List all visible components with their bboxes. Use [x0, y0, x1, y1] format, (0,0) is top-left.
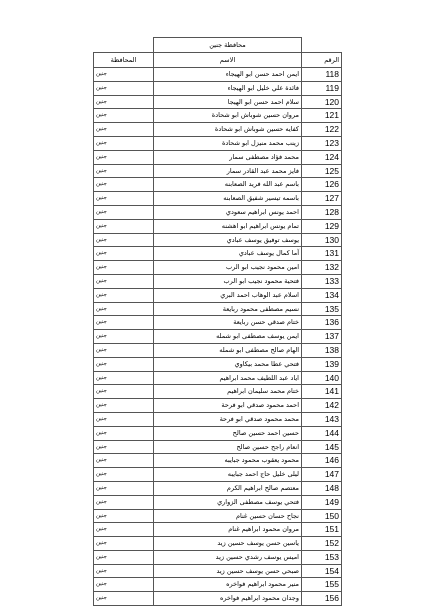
name-cell: فتحي يوسف مصطفى الزواري	[154, 495, 302, 509]
name-cell: اياد عبد اللطيف محمد ابراهيم	[154, 371, 302, 385]
governorate-cell: جنين	[94, 205, 154, 219]
number-cell: 134	[302, 288, 342, 302]
governorate-cell: جنين	[94, 412, 154, 426]
governorate-cell: جنين	[94, 192, 154, 206]
roster-table	[93, 37, 342, 606]
number-cell: 124	[302, 150, 342, 164]
title-blank-cell	[302, 38, 342, 53]
name-cell: احمد يونس ابراهيم سعودي	[154, 205, 302, 219]
table-row	[94, 109, 342, 123]
document-title: محافظة جنين	[154, 38, 302, 53]
name-cell: ايمن احمد حسن ابو الهيجاء	[154, 68, 302, 82]
number-cell: 149	[302, 495, 342, 509]
governorate-cell: جنين	[94, 385, 154, 399]
name-cell: احمد محمود صدقي ابو فرحة	[154, 399, 302, 413]
number-cell: 148	[302, 481, 342, 495]
name-cell: اميس يوسف رشدي حسين زيد	[154, 550, 302, 564]
table-row	[94, 385, 342, 399]
header-number: الرقم	[302, 53, 342, 68]
header-governorate: المحافظة	[94, 53, 154, 68]
number-cell: 147	[302, 468, 342, 482]
governorate-cell: جنين	[94, 592, 154, 606]
table-row	[94, 68, 342, 82]
name-cell: ختام صدقي حسن ربايعة	[154, 316, 302, 330]
number-cell: 137	[302, 330, 342, 344]
governorate-cell: جنين	[94, 578, 154, 592]
table-row	[94, 412, 342, 426]
table-row	[94, 164, 342, 178]
name-cell: زينب محمد منيزل ابو شحادة	[154, 136, 302, 150]
name-cell: باسم عبد الله فريد الصعابنه	[154, 178, 302, 192]
name-cell: محمد فؤاد مصطفى سمار	[154, 150, 302, 164]
governorate-cell: جنين	[94, 233, 154, 247]
table-row	[94, 537, 342, 551]
governorate-cell: جنين	[94, 440, 154, 454]
table-row	[94, 247, 342, 261]
table-row	[94, 136, 342, 150]
roster-table-body	[94, 38, 342, 606]
name-cell: منير محمود ابراهيم فواخره	[154, 578, 302, 592]
governorate-cell: جنين	[94, 136, 154, 150]
name-cell: انعام راجح حسين صالح	[154, 440, 302, 454]
table-row	[94, 399, 342, 413]
table-row	[94, 150, 342, 164]
table-row	[94, 192, 342, 206]
name-cell: ايمن يوسف مصطفى ابو شمله	[154, 330, 302, 344]
governorate-cell: جنين	[94, 219, 154, 233]
table-row	[94, 592, 342, 606]
table-row	[94, 288, 342, 302]
governorate-cell: جنين	[94, 523, 154, 537]
table-row	[94, 509, 342, 523]
name-cell: ختام محمد سليمان ابراهيم	[154, 385, 302, 399]
number-cell: 139	[302, 357, 342, 371]
governorate-cell: جنين	[94, 399, 154, 413]
number-cell: 125	[302, 164, 342, 178]
table-row	[94, 454, 342, 468]
governorate-cell: جنين	[94, 178, 154, 192]
table-row	[94, 330, 342, 344]
number-cell: 155	[302, 578, 342, 592]
governorate-cell: جنين	[94, 537, 154, 551]
number-cell: 142	[302, 399, 342, 413]
table-row	[94, 550, 342, 564]
number-cell: 132	[302, 261, 342, 275]
name-cell: كفايه حسين شوباش ابو شحادة	[154, 123, 302, 137]
number-cell: 130	[302, 233, 342, 247]
table-row	[94, 440, 342, 454]
governorate-cell: جنين	[94, 495, 154, 509]
governorate-cell: جنين	[94, 481, 154, 495]
title-blank-cell	[94, 38, 154, 53]
table-row	[94, 95, 342, 109]
number-cell: 119	[302, 81, 342, 95]
governorate-cell: جنين	[94, 81, 154, 95]
table-row	[94, 316, 342, 330]
governorate-cell: جنين	[94, 550, 154, 564]
number-cell: 128	[302, 205, 342, 219]
governorate-cell: جنين	[94, 302, 154, 316]
name-cell: ليلى خليل حاج احمد جبايبه	[154, 468, 302, 482]
header-name: الاسم	[154, 53, 302, 68]
name-cell: محمد محمود صدقي ابو فرحة	[154, 412, 302, 426]
table-row	[94, 371, 342, 385]
governorate-cell: جنين	[94, 468, 154, 482]
table-row	[94, 578, 342, 592]
governorate-cell: جنين	[94, 247, 154, 261]
table-row	[94, 81, 342, 95]
governorate-cell: جنين	[94, 343, 154, 357]
table-row	[94, 233, 342, 247]
number-cell: 144	[302, 426, 342, 440]
name-cell: تمام يونس ابراهيم ابو اهشنه	[154, 219, 302, 233]
governorate-cell: جنين	[94, 109, 154, 123]
number-cell: 127	[302, 192, 342, 206]
number-cell: 156	[302, 592, 342, 606]
table-row	[94, 302, 342, 316]
governorate-cell: جنين	[94, 261, 154, 275]
table-row	[94, 426, 342, 440]
number-cell: 140	[302, 371, 342, 385]
table-row	[94, 219, 342, 233]
number-cell: 143	[302, 412, 342, 426]
number-cell: 131	[302, 247, 342, 261]
name-cell: مروان حسين شوباش ابو شحادة	[154, 109, 302, 123]
name-cell: نجاح حسان حسين غنام	[154, 509, 302, 523]
name-cell: معتصم صالح ابراهيم الكرم	[154, 481, 302, 495]
number-cell: 153	[302, 550, 342, 564]
number-cell: 150	[302, 509, 342, 523]
number-cell: 118	[302, 68, 342, 82]
number-cell: 133	[302, 274, 342, 288]
name-cell: فتحي عطا محمد بيكاوي	[154, 357, 302, 371]
name-cell: آما كمال يوسف عبادي	[154, 247, 302, 261]
table-row	[94, 523, 342, 537]
number-cell: 152	[302, 537, 342, 551]
number-cell: 145	[302, 440, 342, 454]
number-cell: 120	[302, 95, 342, 109]
name-cell: صبحي حسن يوسف حسين زيد	[154, 564, 302, 578]
number-cell: 122	[302, 123, 342, 137]
table-row	[94, 178, 342, 192]
name-cell: حسين احمد حسين صالح	[154, 426, 302, 440]
table-row	[94, 481, 342, 495]
table-row	[94, 274, 342, 288]
table-row	[94, 205, 342, 219]
governorate-cell: جنين	[94, 274, 154, 288]
name-cell: مروان محمود ابراهيم غنام	[154, 523, 302, 537]
number-cell: 146	[302, 454, 342, 468]
name-cell: محمود يعقوب محمود جبايبه	[154, 454, 302, 468]
header-row	[94, 53, 342, 68]
governorate-cell: جنين	[94, 330, 154, 344]
name-cell: اسلام عبد الوهاب احمد البري	[154, 288, 302, 302]
governorate-cell: جنين	[94, 316, 154, 330]
governorate-cell: جنين	[94, 288, 154, 302]
table-row	[94, 123, 342, 137]
table-row	[94, 261, 342, 275]
name-cell: باسمه تيسير شفيق الصعابنه	[154, 192, 302, 206]
number-cell: 154	[302, 564, 342, 578]
table-row	[94, 564, 342, 578]
table-row	[94, 468, 342, 482]
governorate-cell: جنين	[94, 454, 154, 468]
governorate-cell: جنين	[94, 509, 154, 523]
table-row	[94, 357, 342, 371]
governorate-cell: جنين	[94, 150, 154, 164]
number-cell: 136	[302, 316, 342, 330]
governorate-cell: جنين	[94, 164, 154, 178]
name-cell: الهام صالح مصطفى ابو شمله	[154, 343, 302, 357]
title-row	[94, 38, 342, 53]
number-cell: 121	[302, 109, 342, 123]
table-row	[94, 343, 342, 357]
name-cell: وجدان محمود ابراهيم فواخره	[154, 592, 302, 606]
governorate-cell: جنين	[94, 68, 154, 82]
governorate-cell: جنين	[94, 123, 154, 137]
name-cell: سلام احمد حسن ابو الهيجا	[154, 95, 302, 109]
document-sheet	[93, 37, 341, 606]
number-cell: 135	[302, 302, 342, 316]
governorate-cell: جنين	[94, 371, 154, 385]
number-cell: 126	[302, 178, 342, 192]
number-cell: 138	[302, 343, 342, 357]
governorate-cell: جنين	[94, 357, 154, 371]
name-cell: يوسف توفيق يوسف عبادي	[154, 233, 302, 247]
number-cell: 129	[302, 219, 342, 233]
name-cell: نسيم مصطفى محمود ربايعة	[154, 302, 302, 316]
name-cell: فائدة علي خليل ابو الهيجاء	[154, 81, 302, 95]
name-cell: امين محمود نجيب ابو الرب	[154, 261, 302, 275]
name-cell: ياسين حسن يوسف حسين زيد	[154, 537, 302, 551]
table-row	[94, 495, 342, 509]
number-cell: 141	[302, 385, 342, 399]
name-cell: فتحية محمود نجيب ابو الرب	[154, 274, 302, 288]
name-cell: فايز محمد عبد القادر سمار	[154, 164, 302, 178]
governorate-cell: جنين	[94, 95, 154, 109]
number-cell: 151	[302, 523, 342, 537]
governorate-cell: جنين	[94, 564, 154, 578]
number-cell: 123	[302, 136, 342, 150]
governorate-cell: جنين	[94, 426, 154, 440]
